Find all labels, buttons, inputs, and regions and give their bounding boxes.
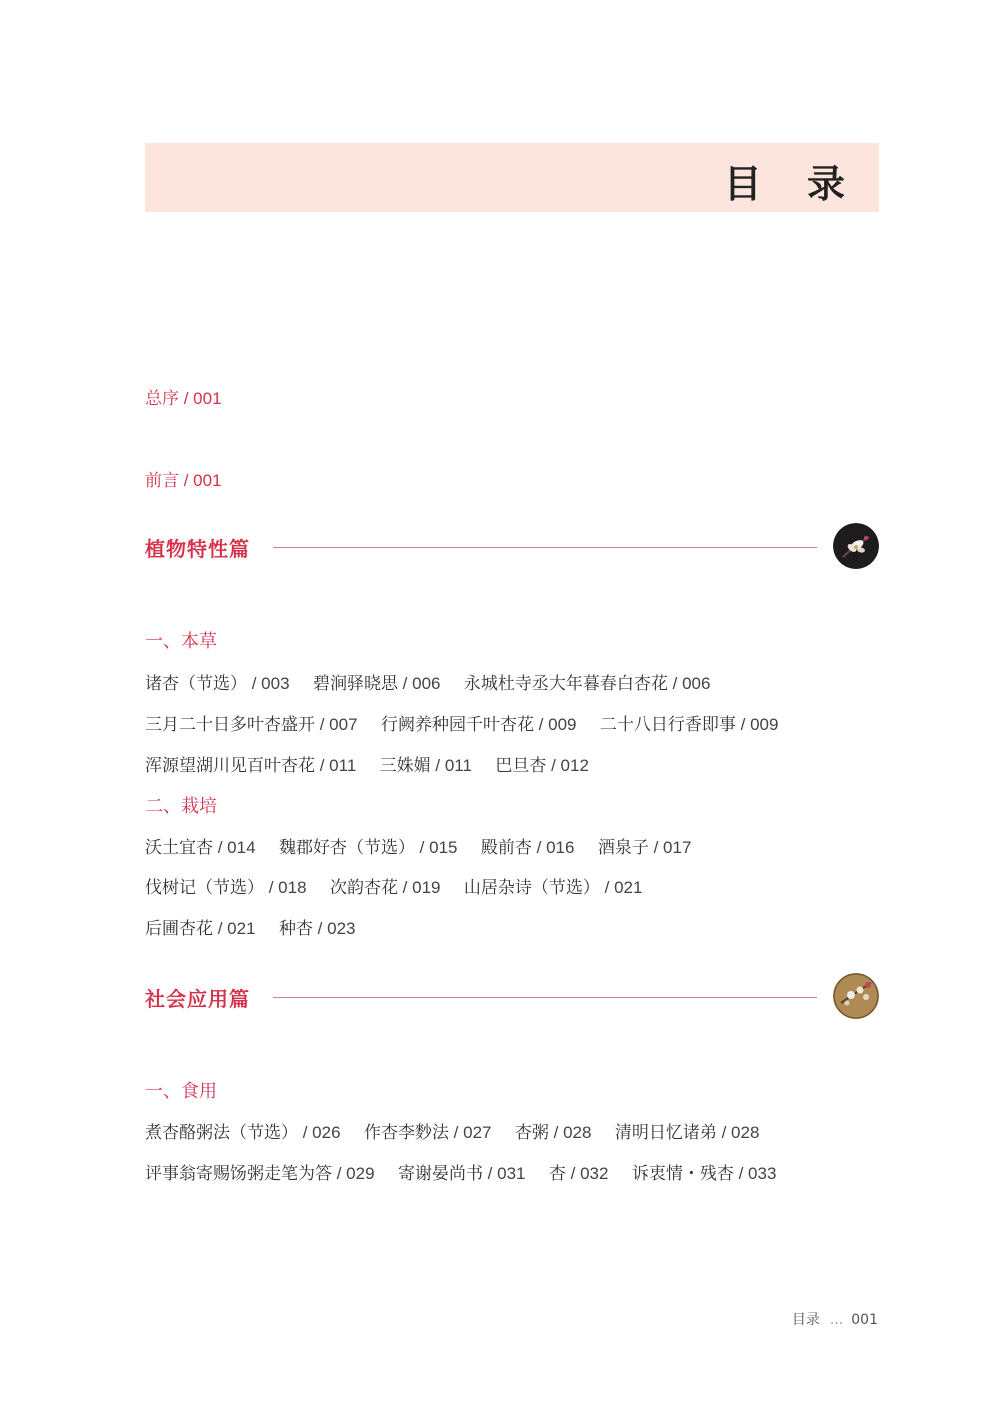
entry-label: 前言 — [145, 471, 179, 491]
flower-thumb-icon — [833, 523, 879, 569]
entry-title: 酒泉子 — [597, 838, 649, 858]
entry-title: 杏 — [548, 1164, 566, 1184]
entry-title: 清明日忆诸弟 — [614, 1123, 717, 1143]
entry-title: 沃土宜杏 — [145, 838, 213, 858]
footer-label: 目录 — [791, 1312, 820, 1328]
entry-title: 山居杂诗（节选） — [463, 878, 600, 898]
toc-entry[interactable] — [279, 919, 356, 939]
entry-page: / 009 — [735, 715, 779, 734]
entry-title: 煮杏酪粥法（节选） — [145, 1123, 298, 1143]
toc-row — [145, 710, 796, 735]
section-divider — [273, 547, 817, 548]
entry-title: 三姝媚 — [379, 756, 431, 776]
entry-page: / 001 — [179, 471, 222, 490]
entry-page: / 006 — [397, 674, 441, 693]
entry-title: 诉衷情・残杏 — [631, 1164, 734, 1184]
entry-title: 伐树记（节选） — [145, 878, 264, 898]
entry-title: 种杏 — [278, 919, 313, 939]
toc-row — [145, 669, 728, 694]
entry-page: / 033 — [733, 1164, 777, 1183]
toc-entry[interactable] — [145, 1123, 341, 1143]
subsection-title: 一、食用 — [145, 1081, 217, 1102]
entry-page: / 001 — [179, 389, 222, 408]
toc-row — [145, 751, 607, 776]
entry-page: / 029 — [332, 1164, 375, 1183]
entry-page: / 011 — [430, 756, 472, 775]
toc-entry[interactable] — [398, 1164, 526, 1184]
entry-page: / 031 — [482, 1164, 526, 1183]
entry-title: 二十八日行香即事 — [599, 715, 736, 735]
entry-page: / 016 — [531, 838, 575, 857]
section-header-plant — [145, 523, 879, 573]
entry-title: 永城杜寺丞大年暮春白杏花 — [463, 674, 668, 694]
toc-entry[interactable] — [481, 838, 575, 858]
entry-title: 后圃杏花 — [145, 919, 213, 939]
entry-page: / 011 — [315, 756, 357, 775]
toc-row — [145, 1118, 777, 1143]
toc-entry[interactable] — [632, 1164, 777, 1184]
toc-row — [145, 833, 709, 858]
subsection-title: 一、本草 — [145, 631, 217, 652]
footer-page-number: 001 — [851, 1312, 878, 1328]
entry-page: / 017 — [648, 838, 692, 857]
entry-page: / 014 — [213, 838, 256, 857]
section-divider — [273, 997, 817, 998]
entry-page: / 012 — [546, 756, 589, 775]
toc-entry[interactable] — [313, 674, 441, 694]
section-header-social — [145, 973, 879, 1023]
toc-entry[interactable] — [145, 674, 290, 694]
toc-entry[interactable] — [145, 1164, 375, 1184]
toc-row — [145, 914, 374, 939]
entry-title: 三月二十日多叶杏盛开 — [145, 715, 315, 735]
entry-page: / 006 — [667, 674, 711, 693]
entry-page: / 015 — [414, 838, 458, 857]
entry-page: / 028 — [548, 1123, 592, 1142]
entry-title: 寄谢晏尚书 — [397, 1164, 483, 1184]
toc-entry[interactable] — [515, 1123, 592, 1143]
toc-entry[interactable] — [600, 715, 779, 735]
toc-entry-foreword[interactable] — [145, 466, 222, 491]
footer-dots: ... — [829, 1312, 844, 1328]
entry-page: / 018 — [264, 878, 307, 897]
toc-entry[interactable] — [145, 919, 256, 939]
entry-title: 诸杏（节选） — [145, 674, 247, 694]
entry-title: 评事翁寄赐饧粥走笔为答 — [145, 1164, 332, 1184]
entry-title: 浑源望湖川见百叶杏花 — [145, 756, 315, 776]
entry-page: / 023 — [312, 919, 356, 938]
toc-entry[interactable] — [598, 838, 692, 858]
section-title: 植物特性篇 — [145, 537, 250, 561]
toc-entry[interactable] — [145, 715, 358, 735]
entry-page: / 026 — [298, 1123, 341, 1142]
section-title: 社会应用篇 — [145, 987, 250, 1011]
toc-entry-preface-general[interactable] — [145, 384, 222, 409]
subsection-title: 二、栽培 — [145, 796, 217, 817]
entry-page: / 003 — [247, 674, 290, 693]
entry-page: / 032 — [565, 1164, 609, 1183]
toc-entry[interactable] — [615, 1123, 760, 1143]
entry-page: / 028 — [716, 1123, 760, 1142]
page-title: 目 录 — [723, 162, 861, 206]
entry-page: / 021 — [213, 919, 256, 938]
entry-page: / 009 — [533, 715, 577, 734]
toc-entry[interactable] — [549, 1164, 609, 1184]
page-footer — [792, 1309, 878, 1329]
entry-page: / 007 — [315, 715, 358, 734]
toc-entry[interactable] — [464, 674, 711, 694]
toc-entry[interactable] — [364, 1123, 492, 1143]
toc-entry[interactable] — [145, 838, 256, 858]
toc-entry[interactable] — [279, 838, 458, 858]
toc-entry[interactable] — [495, 756, 589, 776]
flower-thumb-icon — [833, 973, 879, 1019]
toc-entry[interactable] — [464, 878, 643, 898]
toc-row — [145, 1159, 794, 1184]
entry-title: 魏郡好杏（节选） — [278, 838, 415, 858]
entry-page: / 019 — [397, 878, 441, 897]
entry-title: 次韵杏花 — [329, 878, 398, 898]
toc-entry[interactable] — [145, 756, 356, 776]
entry-title: 巴旦杏 — [495, 756, 547, 776]
entry-label: 总序 — [145, 389, 179, 409]
entry-title: 杏粥 — [514, 1123, 549, 1143]
toc-entry[interactable] — [381, 715, 577, 735]
toc-entry[interactable] — [330, 878, 441, 898]
entry-title: 殿前杏 — [480, 838, 532, 858]
toc-entry[interactable] — [145, 878, 307, 898]
entry-page: / 021 — [599, 878, 643, 897]
title-banner — [145, 143, 879, 212]
entry-page: / 027 — [448, 1123, 492, 1142]
toc-row — [145, 873, 660, 898]
entry-title: 行阙养种园千叶杏花 — [380, 715, 534, 735]
toc-entry[interactable] — [380, 756, 472, 776]
entry-title: 作杏李麨法 — [363, 1123, 449, 1143]
entry-title: 碧涧驿晓思 — [312, 674, 398, 694]
